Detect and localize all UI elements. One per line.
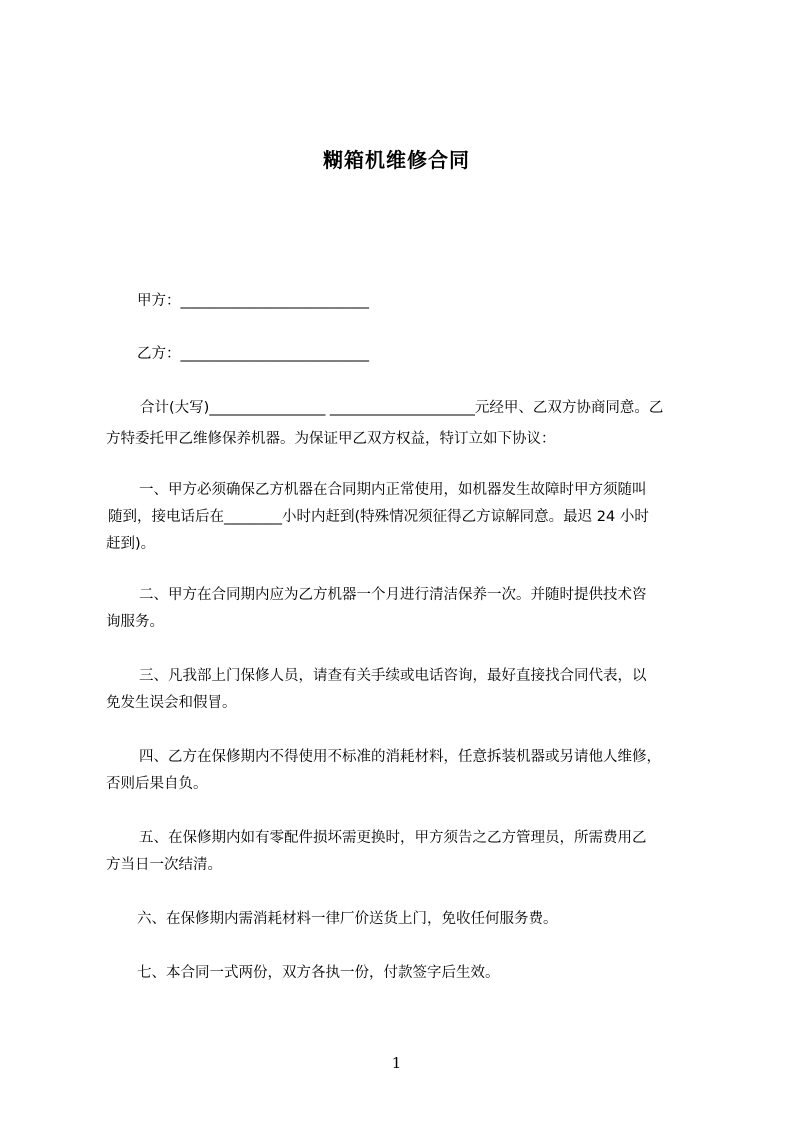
clause-5-line-1: 五、在保修期内如有零配件损坏需更换时，甲方须告之乙方管理员，所需费用乙 xyxy=(139,830,647,846)
total-amount-line: 合计(大写)________________ ____________________元经甲、乙双方协商同意。乙 xyxy=(140,400,664,416)
party-a-line: 甲方：__________________________ xyxy=(137,293,369,309)
clause-3-line-1: 三、凡我部上门保修人员，请查有关手续或电话咨询，最好直接找合同代表，以 xyxy=(139,668,647,684)
agreement-intro-line: 方特委托甲乙维修保养机器。为保证甲乙双方权益，特订立如下协议： xyxy=(106,431,556,447)
party-b-line: 乙方：__________________________ xyxy=(137,346,369,362)
clause-4-line-1: 四、乙方在保修期内不得使用不标准的消耗材料，任意拆装机器或另请他人维修， xyxy=(139,749,661,765)
clause-7-line: 七、本合同一式两份，双方各执一份，付款签字后生效。 xyxy=(137,965,500,981)
clause-2-line-1: 二、甲方在合同期内应为乙方机器一个月进行清洁保养一次。并随时提供技术咨 xyxy=(139,587,647,603)
clause-5-line-2: 方当日一次结清。 xyxy=(106,857,222,873)
page-number: 1 xyxy=(391,1054,402,1072)
clause-1-line-3: 赶到)。 xyxy=(106,536,156,552)
clause-4-line-2: 否则后果自负。 xyxy=(106,776,208,792)
clause-2-line-2: 询服务。 xyxy=(106,614,164,630)
clause-1-line-2: 随到，接电话后在________小时内赶到(特殊情况须征得乙方谅解同意。最迟 24 小时 xyxy=(108,509,649,525)
document-title: 糊箱机维修合同 xyxy=(323,148,470,172)
clause-3-line-2: 免发生误会和假冒。 xyxy=(106,695,237,711)
clause-6-line: 六、在保修期内需消耗材料一律厂价送货上门，免收任何服务费。 xyxy=(137,911,558,927)
clause-1-line-1: 一、甲方必须确保乙方机器在合同期内正常使用，如机器发生故障时甲方须随叫 xyxy=(139,482,647,498)
